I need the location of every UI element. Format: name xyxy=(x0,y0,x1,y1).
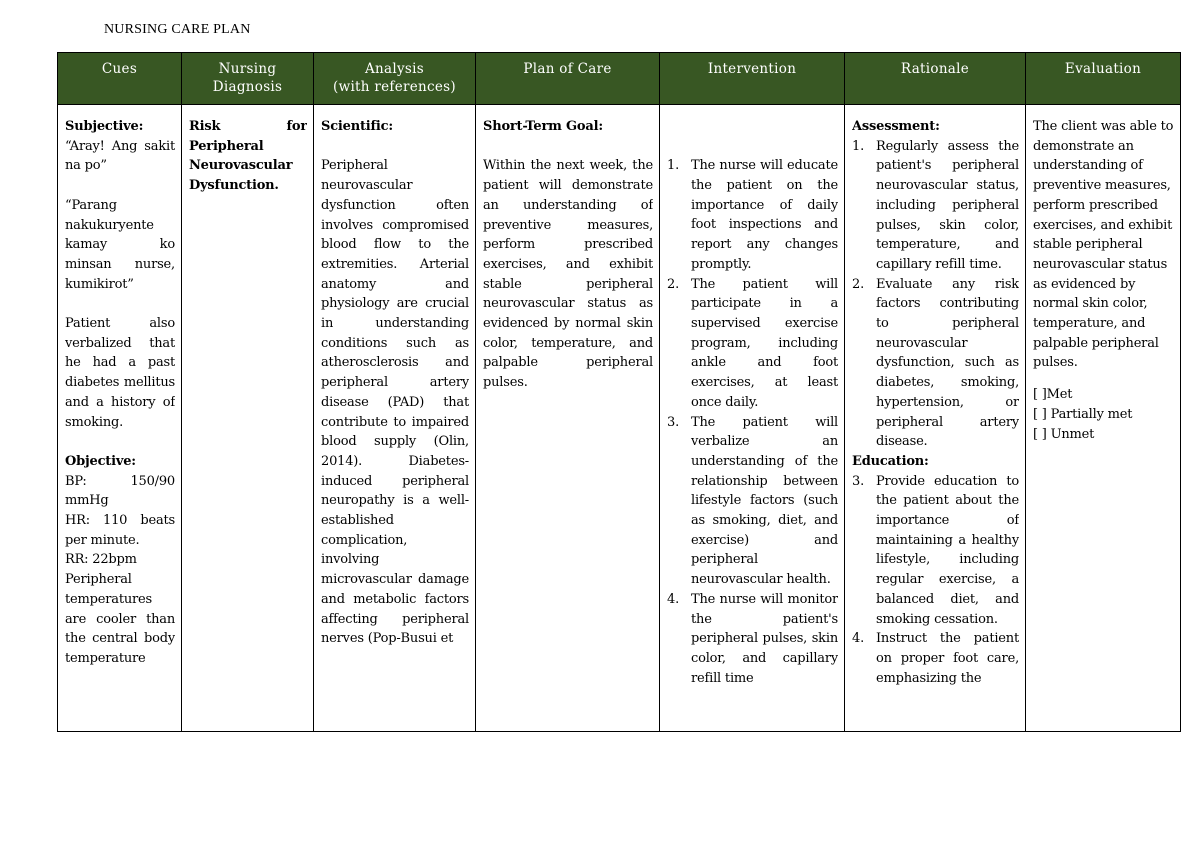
intervention-list xyxy=(667,156,838,688)
header-diagnosis: Nursing Diagnosis xyxy=(182,53,314,105)
list-item: 1. Regularly assess the patient's peripheral neurovascular status, including peripheral pulses, skin color, temperature, and capillary refill time. xyxy=(852,138,1019,272)
diagnosis-cell xyxy=(182,105,314,732)
header-intervention: Intervention xyxy=(660,53,845,105)
subjective-quote-2: “Parang nakukuryente kamay ko minsan nurse, kumikirot” xyxy=(65,197,175,292)
list-item: 2. Evaluate any risk factors contributing to peripheral neurovascular dysfunction, such as diabetes, smoking, hypertension, or peripheral artery disease. xyxy=(852,276,1019,450)
objective-label: Objective: xyxy=(65,453,136,469)
analysis-cell xyxy=(314,105,476,732)
header-plan: Plan of Care xyxy=(476,53,660,105)
vital-hr: HR: 110 beats per minute. xyxy=(65,513,175,548)
header-evaluation: Evaluation xyxy=(1026,53,1181,105)
rationale-cell xyxy=(845,105,1026,732)
scientific-label: Scientific: xyxy=(321,119,393,134)
plan-cell xyxy=(476,105,660,732)
vital-rr: RR: 22bpm xyxy=(65,552,137,568)
list-item: 1. The nurse will educate the patient on the importance of daily foot inspections and report any changes promptly. xyxy=(667,158,838,272)
assessment-label: Assessment: xyxy=(852,119,940,134)
scientific-analysis-text: Peripheral neurovascular dysfunction often involves compromised blood flow to the extremities. Arterial anatomy and physiology are crucial in understanding conditions such as atherosclerosis and peripheral artery disease (PAD) that contribute to impaired blood supply (Olin, 2014). Diabetes-induced peripheral neuropathy is a well-established complication, involving microvascular damage and metabolic factors affecting peripheral nerves (Pop-Busui et xyxy=(321,158,469,647)
content-row xyxy=(58,105,1181,732)
subjective-label: Subjective: xyxy=(65,119,144,134)
evaluation-option-met: [ ]Met xyxy=(1033,387,1073,403)
document-title: NURSING CARE PLAN xyxy=(104,22,251,37)
nursing-diagnosis-text: Risk for Peripheral Neurovascular Dysfunction. xyxy=(189,119,307,194)
peripheral-temperature-note: Peripheral temperatures are cooler than the central body temperature xyxy=(65,572,175,666)
education-label: Education: xyxy=(852,453,929,469)
list-item: 3. The patient will verbalize an understanding of the relationship between lifestyle factors (such as smoking, diet, and exercise) and peripheral neurovascular health. xyxy=(667,414,838,588)
subjective-quote-1: “Aray! Ang sakit na po” xyxy=(65,138,175,174)
assessment-list xyxy=(852,137,1019,452)
header-row xyxy=(58,53,1181,105)
header-analysis: Analysis (with references) xyxy=(314,53,476,105)
list-item: 3. Provide education to the patient about the importance of maintaining a healthy lifestyle, including regular exercise, a balanced diet, and smoking cessation. xyxy=(852,473,1019,627)
intervention-cell xyxy=(660,105,845,732)
short-term-goal-text: Within the next week, the patient will demonstrate an understanding of preventive measures, perform prescribed exercises, and exhibit stable peripheral neurovascular status as evidenced by normal skin color, temperature, and palpable peripheral pulses. xyxy=(483,158,653,391)
list-item: 4. Instruct the patient on proper foot care, emphasizing the xyxy=(852,631,1019,686)
evaluation-text: The client was able to demonstrate an understanding of preventive measures, perform prescribed exercises, and exhibit stable peripheral neurovascular status as evidenced by normal skin color, temperature, and palpable peripheral pulses. xyxy=(1033,119,1174,371)
evaluation-option-partially-met: [ ] Partially met xyxy=(1033,406,1133,422)
cues-cell xyxy=(58,105,182,732)
header-cues: Cues xyxy=(58,53,182,105)
evaluation-cell xyxy=(1026,105,1181,732)
nursing-care-plan-table xyxy=(57,52,1181,732)
evaluation-option-unmet: [ ] Unmet xyxy=(1033,426,1095,442)
list-item: 2. The patient will participate in a supervised exercise program, including ankle and foot exercises, at least once daily. xyxy=(667,276,838,410)
subjective-history: Patient also verbalized that he had a past diabetes mellitus and a history of smoking. xyxy=(65,316,175,430)
short-term-goal-label: Short-Term Goal: xyxy=(483,119,603,134)
vital-bp: BP: 150/90 mmHg xyxy=(65,473,175,509)
education-list xyxy=(852,472,1019,689)
list-item: 4. The nurse will monitor the patient's peripheral pulses, skin color, and capillary refill time xyxy=(667,591,838,686)
header-rationale: Rationale xyxy=(845,53,1026,105)
